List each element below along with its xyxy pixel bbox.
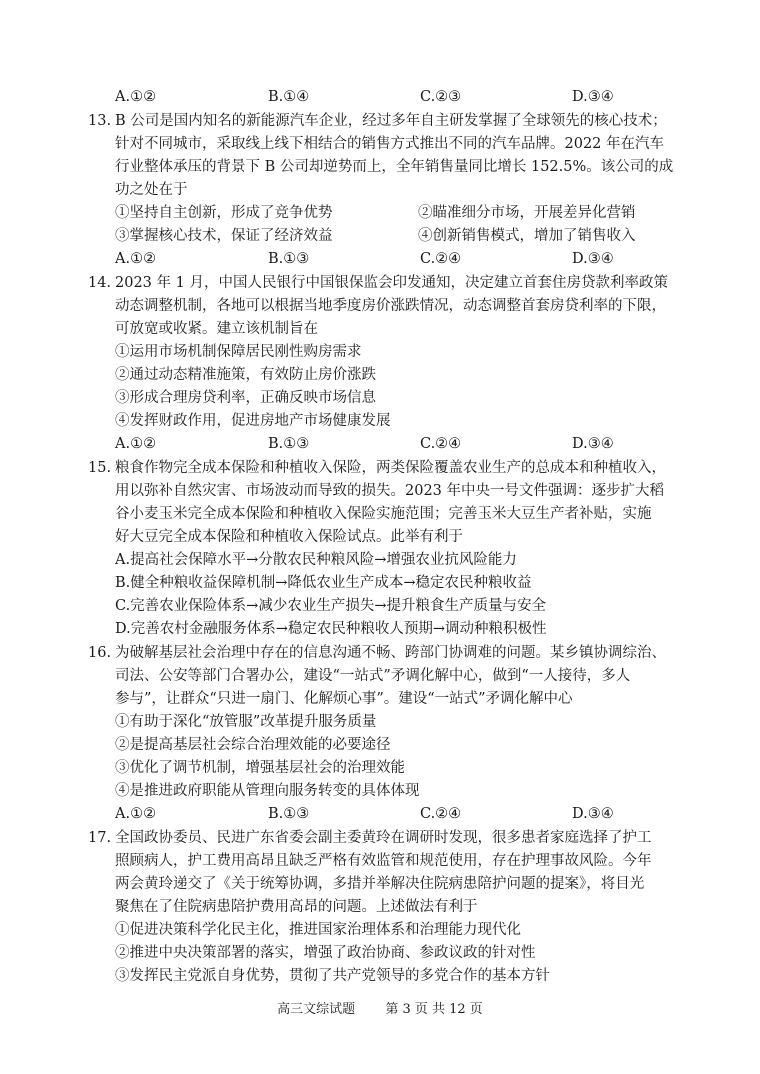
option-d: D.③④ (572, 806, 614, 822)
question-text: 参与”，让群众“只进一扇门、化解烦心事”。建设“一站式”矛调化解中心 (115, 691, 573, 707)
option-c: C.②③ (420, 89, 462, 105)
choice-a: A.提高社会保障水平→分散农民种粮风险→增强农业抗风险能力 (115, 552, 517, 568)
option-a: A.①② (115, 806, 157, 822)
option-c: C.②④ (420, 436, 462, 452)
question-text: 照顾病人，护工费用高昂且缺乏严格有效监管和规范使用，存在护理事故风险。今年 (115, 853, 652, 869)
statement: ①促进决策科学化民主化，推进国家治理体系和治理能力现代化 (115, 922, 521, 938)
option-c: C.②④ (420, 251, 462, 267)
question-text: 司法、公安等部门合署办公，建设“一站式”矛调化解中心，做到“一人接待，多人 (115, 668, 631, 684)
option-c: C.②④ (420, 806, 462, 822)
option-b: B.①③ (268, 806, 310, 822)
question-text: B 公司是国内知名的新能源汽车企业，经过多年自主研发掌握了全球领先的核心技术； (115, 113, 667, 129)
statement: ④发挥财政作用，促进房地产市场健康发展 (115, 413, 391, 429)
option-d: D.③④ (572, 89, 614, 105)
statement: ④是推进政府职能从管理向服务转变的具体体现 (115, 783, 420, 799)
question-text: 为破解基层社会治理中存在的信息沟通不畅、跨部门协调难的问题。某乡镇协调综治、 (115, 645, 666, 661)
question-text: 可放宽或收紧。建立该机制旨在 (115, 321, 318, 337)
statement: ③优化了调节机制，增强基层社会的治理效能 (115, 760, 405, 776)
question-text: 2023 年 1 月，中国人民银行中国银保监会印发通知，决定建立首套住房贷款利率政策 (115, 275, 668, 291)
statement: ①运用市场机制保障居民刚性购房需求 (115, 344, 362, 360)
question-number: 13. (88, 113, 112, 129)
question-number: 17. (88, 830, 112, 846)
page-footer (0, 1000, 760, 1020)
page-number: 第 3 页 共 12 页 (385, 1002, 483, 1017)
question-text: 功之处在于 (115, 182, 188, 198)
question-text: 行业整体承压的背景下 B 公司却逆势而上，全年销售量同比增长 152.5%。该公司的成 (115, 159, 674, 175)
statement: ③发挥民主党派自身优势，贯彻了共产党领导的多党合作的基本方针 (115, 968, 550, 984)
statement: ②通过动态精准施策，有效防止房价涨跌 (115, 367, 376, 383)
question-text: 两会黄玲递交了《关于统筹协调，多措并举解决住院病患陪护问题的提案》，将目光 (115, 876, 645, 892)
option-a: A.①② (115, 89, 157, 105)
statement: ②是提高基层社会综合治理效能的必要途径 (115, 737, 391, 753)
question-number: 15. (88, 460, 112, 476)
question-text: 聚焦在了住院病患陪护费用高昂的问题。上述做法有利于 (115, 899, 478, 915)
statement: ①坚持自主创新，形成了竞争优势 (115, 205, 333, 221)
question-text: 动态调整机制，各地可以根据当地季度房价涨跌情况，动态调整首套房贷利率的下限， (115, 298, 666, 314)
choice-d: D.完善农村金融服务体系→稳定农民种粮收人预期→调动种粮积极性 (115, 621, 547, 637)
question-text: 粮食作物完全成本保险和种植收入保险，两类保险覆盖农业生产的总成本和种植收入， (115, 460, 666, 476)
question-text: 用以弥补自然灾害、市场波动而导致的损失。2023 年中央一号文件强调：逐步扩大稻 (115, 483, 665, 499)
statement: ③形成合理房贷利率，正确反映市场信息 (115, 390, 376, 406)
question-number: 16. (88, 645, 112, 661)
statement: ②瞄准细分市场，开展差异化营销 (418, 205, 636, 221)
question-number: 14. (88, 275, 112, 291)
question-text: 谷小麦玉米完全成本保险和种植收入保险实施范围；完善玉米大豆生产者补贴，实施 (115, 506, 652, 522)
option-b: B.①③ (268, 436, 310, 452)
choice-b: B.健全种粮收益保障机制→降低农业生产成本→稳定农民种粮收益 (115, 575, 532, 591)
question-text: 针对不同城市，采取线上线下相结合的销售方式推出不同的汽车品牌。2022 年在汽车 (115, 136, 665, 152)
option-b: B.①③ (268, 251, 310, 267)
question-text: 好大豆完全成本保险和种植收入保险试点。此举有利于 (115, 529, 463, 545)
choice-c: C.完善农业保险体系→减少农业生产损失→提升粮食生产质量与安全 (115, 598, 546, 614)
statement: ①有助于深化“放管服”改革提升服务质量 (115, 714, 377, 730)
statement: ②推进中央决策部署的落实，增强了政治协商、参政议政的针对性 (115, 945, 536, 961)
statement: ③掌握核心技术，保证了经济效益 (115, 228, 333, 244)
option-d: D.③④ (572, 251, 614, 267)
option-d: D.③④ (572, 436, 614, 452)
option-a: A.①② (115, 436, 157, 452)
footer-title: 高三文综试题 (277, 1002, 356, 1017)
option-b: B.①④ (268, 89, 310, 105)
statement: ④创新销售模式，增加了销售收入 (418, 228, 636, 244)
option-a: A.①② (115, 251, 157, 267)
question-text: 全国政协委员、民进广东省委会副主委黄玲在调研时发现，很多患者家庭选择了护工 (115, 830, 652, 846)
